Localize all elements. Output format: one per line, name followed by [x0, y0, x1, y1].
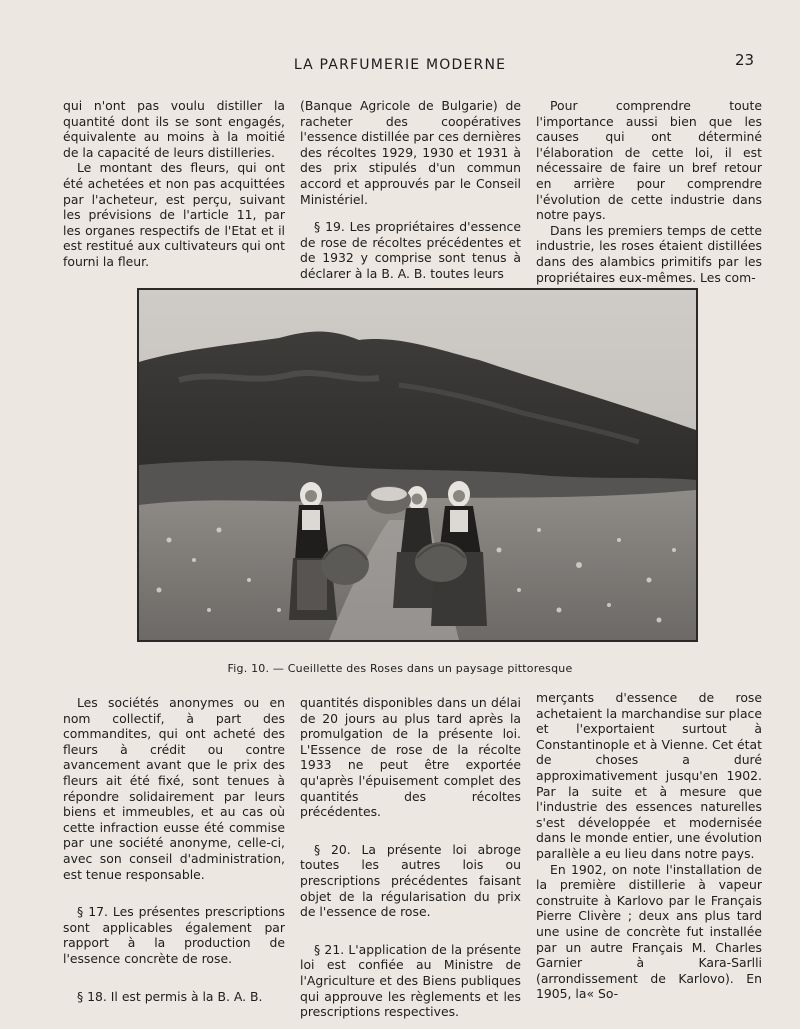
paragraph: (Banque Agricole de Bulgarie) de racheter des coopératives l'essence distillée par ces dernières des récoltes 1929, 1930 et 1931 à des prix stipulés d'un commun accord et approuvés par le Conseil Ministériel.: [300, 98, 521, 207]
paragraph: § 19. Les propriétaires d'essence de rose de récoltes précédentes et de 1932 y comprise sont tenus à déclarer à la B. A. B. toutes leurs: [300, 219, 521, 281]
bottom-column-3: [536, 690, 762, 1002]
paragraph: quantités disponibles dans un délai de 20 jours au plus tard après la promulgation de la présente loi. L'Essence de rose de la récolte 1933 ne peut être exportée qu'après l'épuisement complet des quantités des récoltes précédentes.: [300, 695, 521, 820]
paragraph: Le montant des fleurs, qui ont été achetées et non pas acquittées par l'acheteur, est perçu, suivant les prévisions de l'article 11, par les organes respectifs de l'Etat et il est restitué aux cultivateurs qui ont fourni la fleur.: [63, 160, 285, 269]
top-column-1: [63, 98, 285, 270]
paragraph: qui n'ont pas voulu distiller la quantité dont ils se sont engagés, équivalente au moins à la moitié de la capacité de leurs distilleries.: [63, 98, 285, 160]
paragraph: § 20. La présente loi abroge toutes les autres lois ou prescriptions précédentes faisant objet de la régularisation du prix de l'essence de rose.: [300, 841, 521, 920]
page-number: 23: [735, 51, 755, 69]
paragraph: Pour comprendre toute l'importance aussi bien que les causes qui ont déterminé l'élaboration de cette loi, il est nécessaire de faire un bref retour en arrière pour comprendre l'évolution de cette industrie dans notre pays.: [536, 98, 762, 223]
paragraph: § 18. Il est permis à la B. A. B.: [77, 988, 263, 1004]
top-column-3: [536, 98, 762, 285]
journal-title: LA PARFUMERIE MODERNE: [293, 57, 507, 73]
paragraph: Les sociétés anonymes ou en nom collectif, à part des commandites, qui ont acheté des fleurs à crédit ou contre avancement avant que le prix des fleurs ait été fixé, sont tenues à répondre solidairement par leurs biens et immeubles, et au cas où cette infraction eusse été commise par une société anonyme, celle-ci, avec son conseil d'administration, est tenue responsable.: [63, 695, 285, 882]
paragraph: En 1902, on note l'installation de la première distillerie à vapeur construite à Karlovo par le Français Pierre Clivère ; deux ans plus tard une usine de concrète fut installée par un autre Français M. Charles Garnier à Kara-Sarlli (arrondissement de Karlovo). En 1905, la« So-: [536, 861, 762, 1002]
figure-caption: Fig. 10. — Cueillette des Roses dans un paysage pittoresque: [227, 662, 573, 675]
paragraph: § 17. Les présentes prescriptions sont applicables également par rapport à la production de l'essence concrète de rose.: [63, 904, 285, 966]
top-column-2: [300, 98, 521, 282]
paragraph: merçants d'essence de rose achetaient la marchandise sur place et l'exportaient surtout à Constantinople et à Vienne. Cet état de choses a duré approximativement jusqu'en 1902. Par la suite et à mesure que l'industrie des essences naturelles s'est développée et modernisée dans le monde entier, une évolution parallèle a eu lieu dans notre pays.: [536, 690, 762, 861]
photo-illustration: [139, 290, 696, 640]
bottom-column-2: [300, 695, 521, 1020]
paragraph: Dans les premiers temps de cette industrie, les roses étaient distillées dans des alambics primitifs par les propriétaires eux-mêmes. Les com-: [536, 222, 762, 285]
bottom-column-1: [63, 695, 285, 1004]
paragraph: § 21. L'application de la présente loi est confiée au Ministre de l'Agriculture et des Biens publiques qui approuve les règlements et les prescriptions respectives.: [300, 941, 521, 1020]
rose-harvest-photograph: [137, 288, 698, 642]
